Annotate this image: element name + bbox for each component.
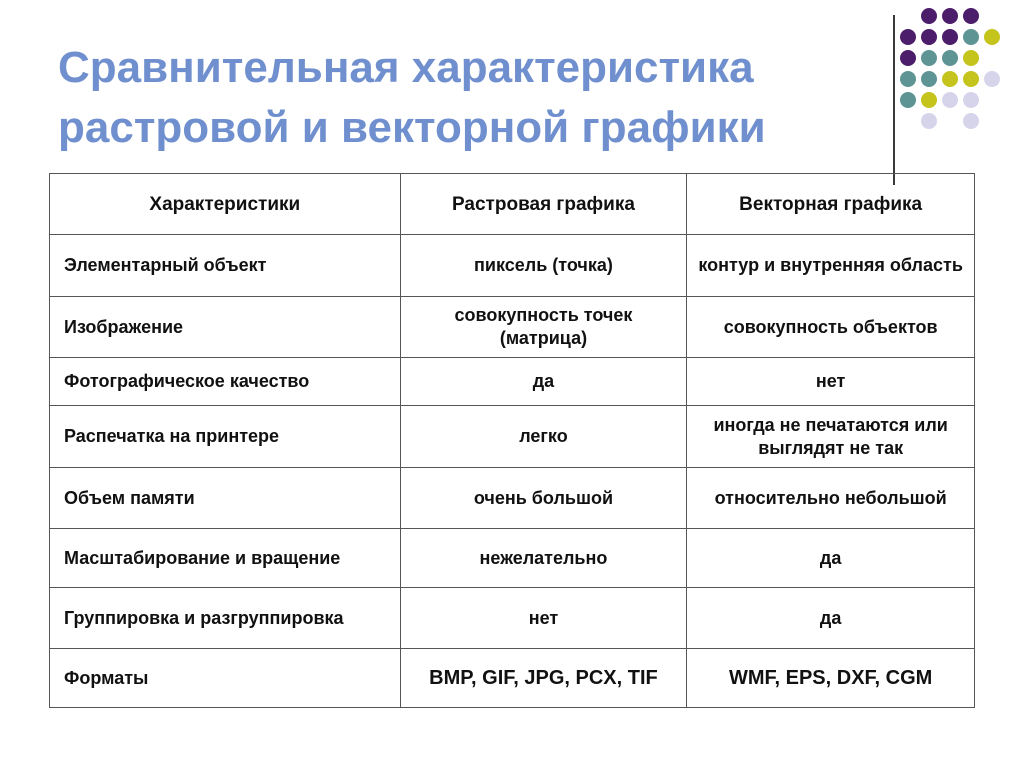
row-vector-value: да	[687, 529, 975, 588]
row-raster-value: да	[400, 358, 687, 406]
table-row	[50, 649, 975, 708]
decorative-dot	[921, 71, 937, 87]
row-characteristic: Форматы	[50, 649, 401, 708]
decorative-dot	[942, 71, 958, 87]
header-characteristics: Характеристики	[50, 174, 401, 235]
decorative-dot	[900, 50, 916, 66]
decorative-dot	[963, 50, 979, 66]
slide-title-line-1: Сравнительная характеристика	[58, 43, 754, 92]
row-characteristic: Объем памяти	[50, 468, 401, 529]
row-characteristic: Изображение	[50, 297, 401, 358]
decorative-dot	[963, 29, 979, 45]
header-raster-graphics: Растровая графика	[400, 174, 687, 235]
row-characteristic: Масштабирование и вращение	[50, 529, 401, 588]
slide-title	[58, 38, 878, 158]
row-vector-value: относительно небольшой	[687, 468, 975, 529]
row-raster-value: BMP, GIF, JPG, PCX, TIF	[400, 649, 687, 708]
decorative-dot	[921, 113, 937, 129]
decorative-dot	[963, 71, 979, 87]
table-header-row	[50, 174, 975, 235]
decorative-dot	[921, 50, 937, 66]
row-characteristic: Распечатка на принтере	[50, 406, 401, 468]
comparison-table	[49, 173, 975, 708]
decorative-dot	[963, 113, 979, 129]
row-raster-value: нет	[400, 588, 687, 649]
row-raster-value: очень большой	[400, 468, 687, 529]
table-row	[50, 468, 975, 529]
row-vector-value: иногда не печатаются или выглядят не так	[687, 406, 975, 468]
row-raster-value: пиксель (точка)	[400, 235, 687, 297]
decorative-dot	[942, 8, 958, 24]
table-row	[50, 358, 975, 406]
row-vector-value: WMF, EPS, DXF, CGM	[687, 649, 975, 708]
row-raster-value: совокупность точек (матрица)	[400, 297, 687, 358]
decorative-dot	[963, 92, 979, 108]
row-raster-value: легко	[400, 406, 687, 468]
row-vector-value: совокупность объектов	[687, 297, 975, 358]
table-row	[50, 529, 975, 588]
decorative-dot	[984, 29, 1000, 45]
row-vector-value: контур и внутренняя область	[687, 235, 975, 297]
row-characteristic: Группировка и разгруппировка	[50, 588, 401, 649]
row-raster-value: нежелательно	[400, 529, 687, 588]
decorative-dot	[942, 92, 958, 108]
table-row	[50, 406, 975, 468]
decorative-dot	[921, 92, 937, 108]
decorative-divider-line	[893, 15, 895, 185]
decorative-dot	[984, 71, 1000, 87]
row-characteristic: Фотографическое качество	[50, 358, 401, 406]
table-row	[50, 588, 975, 649]
row-vector-value: да	[687, 588, 975, 649]
header-vector-graphics: Векторная графика	[687, 174, 975, 235]
slide-title-line-2: растровой и векторной графики	[58, 103, 766, 152]
table-row	[50, 235, 975, 297]
decorative-dot	[942, 29, 958, 45]
decorative-dot	[900, 92, 916, 108]
decorative-dot	[900, 29, 916, 45]
decorative-dot	[963, 8, 979, 24]
decorative-dot	[921, 8, 937, 24]
table-row	[50, 297, 975, 358]
decorative-dot	[942, 50, 958, 66]
row-characteristic: Элементарный объект	[50, 235, 401, 297]
decorative-dot	[921, 29, 937, 45]
row-vector-value: нет	[687, 358, 975, 406]
decorative-dot	[900, 71, 916, 87]
